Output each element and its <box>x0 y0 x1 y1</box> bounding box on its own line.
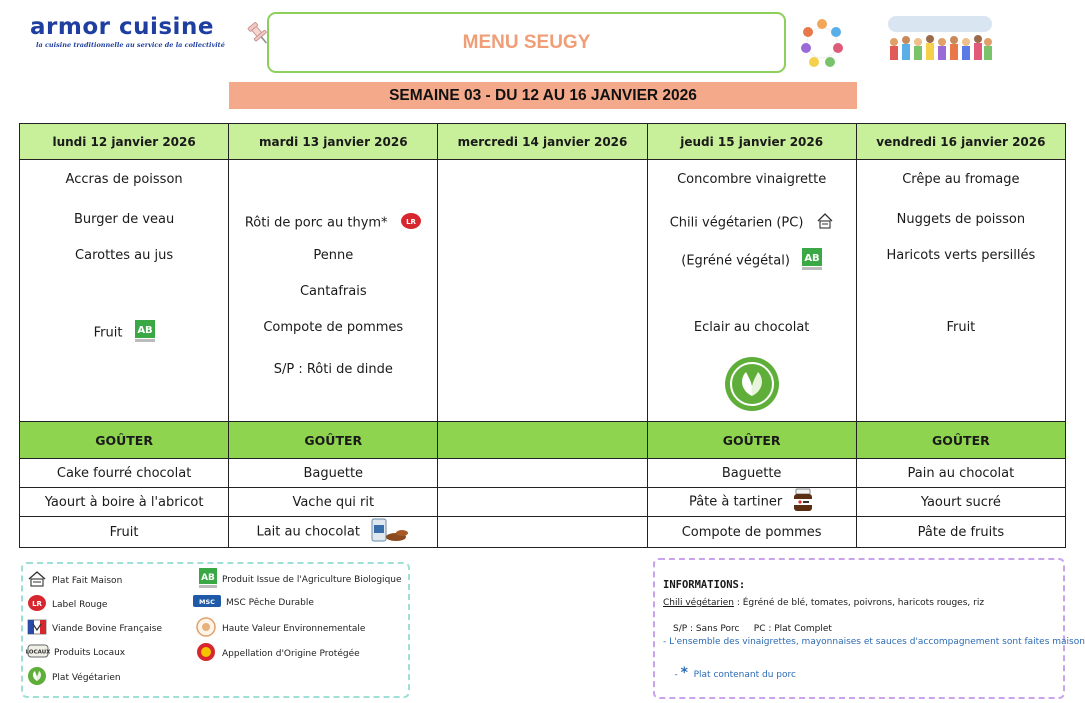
menu-item: Carottes au jus <box>75 248 174 263</box>
info-chili-line <box>663 598 984 608</box>
hve-icon <box>195 617 217 640</box>
day-header-friday: vendredi 16 janvier 2026 <box>856 124 1065 160</box>
gouter-item-label: Pâte à tartiner <box>688 494 783 510</box>
legend-item <box>193 594 314 611</box>
menu-item: Fruit <box>946 320 976 335</box>
msc-icon-text: MSC <box>199 598 215 606</box>
chocolate-milk-icon <box>370 517 410 547</box>
gouter-item: Yaourt à boire à l'abricot <box>20 488 229 517</box>
menu-item: Compote de pommes <box>263 320 404 335</box>
lunch-cell-wednesday <box>438 160 647 422</box>
legend-item <box>199 568 402 591</box>
vbf-flag-icon <box>27 619 47 638</box>
menu-item-label: Rôti de porc au thym* <box>244 215 388 231</box>
gouter-row <box>20 517 1066 548</box>
legend-label: Label Rouge <box>52 599 108 610</box>
legend-label: Plat Végétarien <box>52 672 121 683</box>
produits-locaux-icon <box>27 642 49 663</box>
label-rouge-icon-text: LR <box>32 600 42 608</box>
legend-item <box>27 642 125 663</box>
legend-label: Produit Issue de l'Agriculture Biologique <box>222 574 402 585</box>
note-prefix: - <box>674 670 681 680</box>
note-text: Plat contenant du porc <box>687 670 796 680</box>
gouter-header: GOÛTER <box>856 422 1065 459</box>
chili-label: Chili végétarien <box>663 598 734 608</box>
gouter-item: Fruit <box>20 517 229 548</box>
label-rouge-icon-text: LR <box>405 218 416 226</box>
legend-item <box>27 666 121 689</box>
day-header-thursday: jeudi 15 janvier 2026 <box>647 124 856 160</box>
vegetarian-leaf-icon <box>27 666 47 689</box>
legend-item <box>27 570 122 591</box>
logo-title: armor cuisine <box>30 14 214 40</box>
menu-item-with-icon <box>648 248 856 274</box>
lunch-cell-tuesday <box>229 160 438 422</box>
menu-table <box>19 123 1066 548</box>
legend-box <box>21 562 410 698</box>
menu-item: Accras de poisson <box>65 172 183 187</box>
legend-label: MSC Pêche Durable <box>226 597 314 608</box>
menu-item-label: (Egréné végétal) <box>681 253 790 269</box>
plat-fait-maison-icon <box>816 212 834 234</box>
info-abbreviations: S/P : Sans Porc PC : Plat Complet <box>673 624 832 634</box>
produits-locaux-icon-text: LOCAUX <box>25 649 51 656</box>
gouter-item <box>438 488 647 517</box>
bio-ab-icon <box>199 568 217 591</box>
legend-item <box>27 619 162 638</box>
menu-item: Crêpe au fromage <box>902 172 1020 187</box>
armor-cuisine-logo <box>30 14 230 49</box>
gouter-item: Baguette <box>647 459 856 488</box>
msc-icon <box>193 594 221 611</box>
gouter-header: GOÛTER <box>647 422 856 459</box>
house-icon <box>27 570 47 591</box>
legend-label: Plat Fait Maison <box>52 575 123 586</box>
gouter-header: GOÛTER <box>20 422 229 459</box>
bio-ab-icon-text: AB <box>804 253 820 264</box>
asterisk: * <box>680 665 688 681</box>
plat-vegetarien-icon <box>724 356 780 416</box>
menu-item-label: Fruit <box>93 325 123 341</box>
menu-item: Concombre vinaigrette <box>677 172 827 187</box>
day-header-wednesday: mercredi 14 janvier 2026 <box>438 124 647 160</box>
lunch-cell-friday <box>856 160 1065 422</box>
menu-item: Nuggets de poisson <box>896 212 1026 227</box>
bio-ab-icon-text: AB <box>136 325 153 336</box>
menu-item: Penne <box>313 248 354 263</box>
menu-item: Cantafrais <box>299 284 367 299</box>
gouter-row <box>20 488 1066 517</box>
bio-ab-icon <box>802 248 822 274</box>
week-banner <box>229 82 857 109</box>
gouter-item: Compote de pommes <box>647 517 856 548</box>
legend-item <box>195 617 365 640</box>
label-rouge-icon <box>400 212 422 234</box>
menu-item-label: Chili végétarien (PC) <box>669 215 804 231</box>
gouter-item <box>438 517 647 548</box>
lunch-cell-thursday <box>647 160 856 422</box>
spread-jar-icon <box>792 488 814 516</box>
gouter-header-row <box>20 422 1066 459</box>
lunch-cell-monday <box>20 160 229 422</box>
menu-item: Eclair au chocolat <box>693 320 810 335</box>
week-label: SEMAINE 03 - DU 12 AU 16 JANVIER 2026 <box>389 86 697 104</box>
day-header-row <box>20 124 1066 160</box>
lunch-row <box>20 160 1066 422</box>
bio-ab-icon <box>135 320 155 346</box>
menu-item: Burger de veau <box>73 212 175 227</box>
legend-label: Viande Bovine Française <box>52 623 163 634</box>
gouter-row <box>20 459 1066 488</box>
day-header-tuesday: mardi 13 janvier 2026 <box>229 124 438 160</box>
gouter-item: Cake fourré chocolat <box>20 459 229 488</box>
day-header-monday: lundi 12 janvier 2026 <box>20 124 229 160</box>
info-note-sauces: - L'ensemble des vinaigrettes, mayonnaises et sauces d'accompagnement sont faites maison <box>663 637 1085 647</box>
info-note-porc <box>663 655 796 691</box>
children-group-illustration <box>880 14 1000 74</box>
legend-label: Haute Valeur Environnementale <box>222 623 366 634</box>
children-circle-illustration <box>800 14 844 76</box>
menu-title-box <box>267 12 786 73</box>
label-rouge-icon <box>27 594 47 615</box>
gouter-item-label: Lait au chocolat <box>256 524 360 540</box>
menu-item: Haricots verts persillés <box>886 248 1036 263</box>
info-title: INFORMATIONS: <box>663 579 746 591</box>
menu-title: MENU SEUGY <box>462 31 591 53</box>
legend-label: Appellation d'Origine Protégée <box>222 648 360 659</box>
gouter-item-with-icon <box>647 488 856 517</box>
menu-item-with-icon <box>229 212 437 234</box>
gouter-item: Pain au chocolat <box>856 459 1065 488</box>
bio-ab-icon-text: AB <box>201 573 215 583</box>
gouter-item: Pâte de fruits <box>856 517 1065 548</box>
chili-description: : Égréné de blé, tomates, poivrons, haricots rouges, riz <box>733 598 985 608</box>
gouter-header-empty <box>438 422 647 459</box>
menu-item: S/P : Rôti de dinde <box>273 362 393 377</box>
gouter-item: Baguette <box>229 459 438 488</box>
logo-subtitle: la cuisine traditionnelle au service de la collectivité <box>36 41 225 49</box>
gouter-item: Yaourt sucré <box>856 488 1065 517</box>
gouter-item: Vache qui rit <box>229 488 438 517</box>
gouter-header: GOÛTER <box>229 422 438 459</box>
legend-label: Produits Locaux <box>54 647 126 658</box>
menu-item-with-icon <box>648 212 856 234</box>
gouter-item-with-icon <box>229 517 438 548</box>
gouter-item <box>438 459 647 488</box>
information-box <box>653 558 1085 699</box>
menu-item-with-icon <box>20 320 228 346</box>
legend-item <box>27 594 107 615</box>
legend-item <box>195 642 360 665</box>
aop-icon <box>195 642 217 665</box>
